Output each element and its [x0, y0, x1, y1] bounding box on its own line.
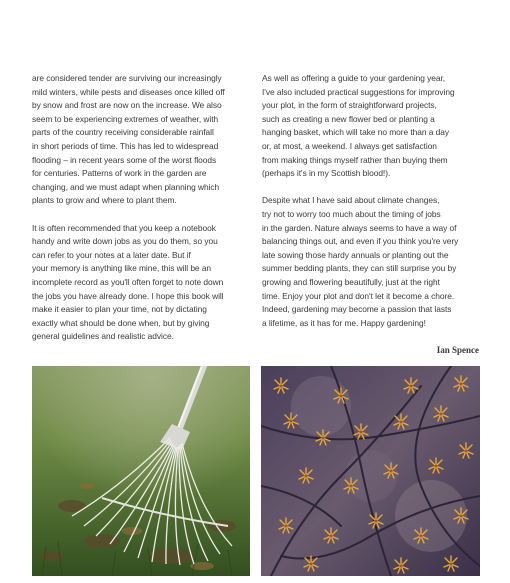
right-text-column	[262, 72, 480, 344]
rake-illustration	[32, 366, 250, 576]
left-text-column	[32, 72, 246, 357]
right-paragraph-1: As well as offering a guide to your gardening year, I've also included practical suggestions for improving your plot, in the form of straightforward projects, such as creating a new flower bed or planting a hanging basket, which will take no more than a day or, at most, a weekend. I always get satisfaction from making things myself rather than buying them (perhaps it's in my Scottish blood!).	[262, 73, 455, 179]
right-paragraph-2: Despite what I have said about climate changes, try not to worry too much about the timing of jobs in the garden. Nature always seems to have a way of balancing things out, and even if you think you're very late sowing those hardy annuals or planting out the summer bedding plants, they can still surprise you by growing and flowering beautifully, just at the right time. Enjoy your plot and don't let it become a chore. Indeed, gardening may become a passion that lasts a lifetime, as it has for me. Happy gardening!	[262, 195, 459, 328]
author-signature: Ian Spence	[436, 345, 479, 355]
witch-hazel-illustration	[261, 366, 480, 576]
left-paragraph-2: It is often recommended that you keep a notebook handy and write down jobs as you do them, so you can refer to your notes at a later date. But if your memory is anything like mine, this will be an incomplete record as you'll often forget to note down the jobs you have already done. I hope this book will make it easier to plan your time, not by dictating exactly what should be done when, but by giving general guidelines and realistic advice.	[32, 222, 224, 342]
rake-photo	[32, 366, 250, 576]
left-paragraph-1: are considered tender are surviving our increasingly mild winters, while pests and diseases once killed off by snow and frost are now on the increase. We also seem to be experiencing extremes of weather, with parts of the country receiving considerable rainfall in short periods of time. This has led to widespread flooding – in recent years some of the worst floods for centuries. Patterns of work in the garden are changing, and we must adapt when planning which plants to grow and where to plant them.	[32, 73, 225, 206]
witch-hazel-photo	[261, 366, 480, 576]
